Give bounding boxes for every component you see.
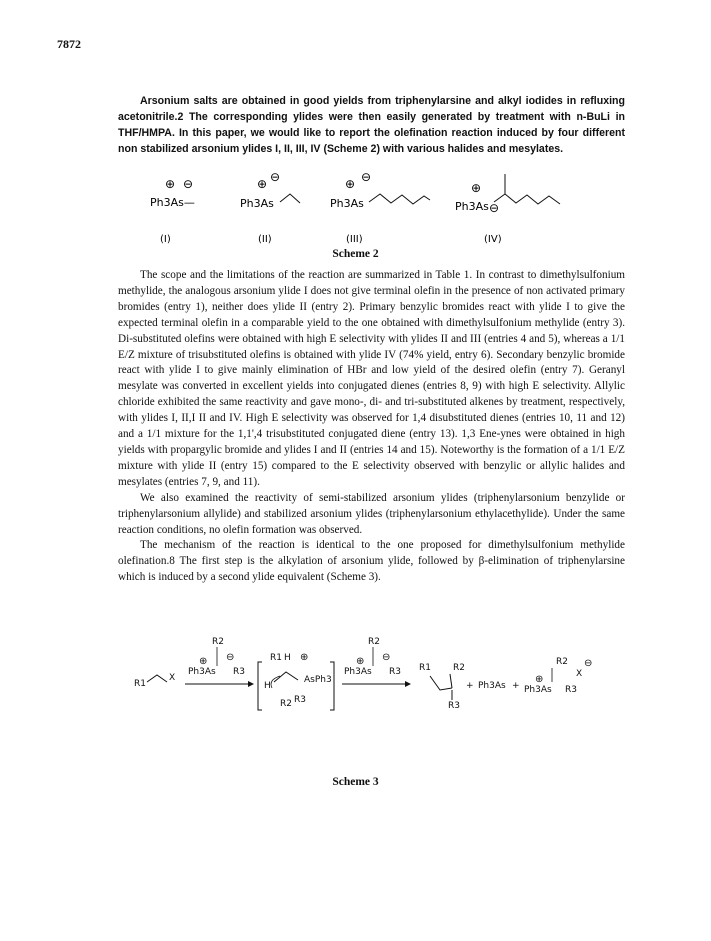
x-salt: X: [576, 669, 583, 679]
plus-charge-III: ⊕: [345, 177, 356, 191]
plus-salt: ⊕: [535, 674, 544, 685]
scheme-3-caption: Scheme 3: [332, 776, 379, 788]
body-paragraph-3: The mechanism of the reaction is identical to the one proposed for dimethylsulfonium methylide olefination.8 The first step is the alkylation of arsonium ylide, followed by β-elimination of triphenylarsine which is induced by a second ylide equivalent (Scheme 3).: [118, 539, 625, 584]
asph3-int: AsPh3: [304, 675, 332, 685]
ph3as-2: Ph3As: [344, 667, 372, 677]
ylide-reagent-1: [188, 637, 245, 677]
label-I: (I): [160, 234, 171, 245]
plus-sign-2: +: [512, 681, 520, 691]
reactant-alkyl-halide: [134, 673, 175, 689]
scheme-2-diagram: [0, 170, 711, 248]
r2-1: R2: [212, 637, 224, 647]
r3-salt: R3: [565, 685, 577, 695]
r2-prod: R2: [453, 663, 465, 673]
r1-prod: R1: [419, 663, 431, 673]
ph3as-salt: Ph3As: [524, 685, 552, 695]
r3-2: R3: [389, 667, 401, 677]
intermediate-bracket: [258, 652, 334, 710]
plus-2: ⊕: [356, 656, 365, 667]
ph3as-IV: Ph3As: [455, 200, 489, 213]
scheme-3-diagram: [0, 636, 711, 726]
r3-int: R3: [294, 695, 306, 705]
minus-1: ⊖: [226, 652, 235, 663]
label-IV: (IV): [484, 234, 502, 245]
label-II: (II): [258, 234, 272, 245]
plus-charge-II: ⊕: [257, 177, 268, 191]
x-label: X: [169, 673, 176, 683]
page-number: 7872: [57, 37, 81, 51]
compound-I: [150, 177, 195, 245]
r2-salt: R2: [556, 657, 568, 667]
plus-int: ⊕: [300, 652, 309, 663]
body-paragraph-1: The scope and the limitations of the reaction are summarized in Table 1. In contrast to dimethylsulfonium methylide, the analogous arsonium ylide I does not give terminal olefin in the presence of non activated primary bromides (entry 1), neither does ylide II (entry 2). Primary benzylic bromides react with ylide I to give the expected terminal olefin in a comparable yield to the one obtained with dimethylsulfonium methylide (entry 3). Di-substituted olefins were obtained with high E selectivity with ylides II and III (entries 4 and 5), whereas a 1/1 E/Z mixture of trisubstituted olefins is obtained with ylide IV (74% yield, entry 6). Secondary benzylic bromide react with ylide I to give mainly elimination of HBr and low yield of the desired olefin (entry 7). Geranyl mesylate was converted in excellent yields into conjugated dienes (entries 8, 9) with high E selectivity. Allylic chloride exhibited the same reactivity and gave mono-, di- and tri-substituted alkenes by treatment, respectively, with ylides I, II,I II and IV. High E selectivity was observed for 1,4 disubstituted dienes (entries 10, 11 and 12) and a 1/1 mixture for the 1,1',4 trisubstituted conjugated diene (entry 13). 1,3 Ene-ynes were obtained in high yields with propargylic bromide and ylides I and II (entries 14 and 15). Noteworthy is the formation of a 1/1 E/Z mixture with ylide II (entry 15) compared to the E selectivity observed with benzylic or allylic halides and mesylates (entries 7, 9, and 11).: [118, 269, 625, 488]
product-alkene: [419, 663, 465, 711]
minus-charge-I: ⊖: [183, 177, 194, 191]
plus-sign-1: +: [466, 681, 474, 691]
minus-charge-IV: ⊖: [489, 201, 500, 215]
ph3as-II: Ph3As: [240, 197, 274, 210]
plus-charge-I: ⊕: [165, 177, 176, 191]
scheme-2-caption: Scheme 2: [332, 248, 379, 260]
compound-II: [240, 170, 300, 245]
body-text: [118, 268, 625, 586]
intro-text: Arsonium salts are obtained in good yields from triphenylarsine and alkyl iodides in refluxing acetonitrile.2 The corresponding ylides were then easily generated by treatment with n-BuLi in THF/HMPA. In this paper, we would like to report the olefination reaction induced by four different non stabilized arsonium ylides I, II, III, IV (Scheme 2) with various halides and mesylates.: [118, 95, 625, 155]
r2-int: R2: [280, 699, 292, 709]
r3-1: R3: [233, 667, 245, 677]
r1-label: R1: [134, 679, 146, 689]
minus-charge-II: ⊖: [270, 170, 281, 184]
compound-III: [330, 170, 430, 245]
label-III: (III): [346, 234, 363, 245]
r2-2: R2: [368, 637, 380, 647]
r3-prod: R3: [448, 701, 460, 711]
plus-charge-IV: ⊕: [471, 181, 482, 195]
plus-1: ⊕: [199, 656, 208, 667]
intro-paragraph: [118, 94, 625, 158]
ph3as-product: Ph3As: [478, 681, 506, 691]
h-int: H: [284, 653, 291, 663]
ph3as-I: Ph3As—: [150, 196, 195, 209]
minus-salt: ⊖: [584, 658, 593, 669]
h-int-2: H: [264, 681, 271, 691]
ph3as-III: Ph3As: [330, 197, 364, 210]
ph3as-1: Ph3As: [188, 667, 216, 677]
ylide-reagent-2: [344, 637, 401, 677]
arsonium-salt: [524, 657, 592, 695]
minus-2: ⊖: [382, 652, 391, 663]
minus-charge-III: ⊖: [361, 170, 372, 184]
body-paragraph-2: We also examined the reactivity of semi-stabilized arsonium ylides (triphenylarsonium benzylide or triphenylarsonium allylide) and stabilized arsonium ylides (triphenylarsonium ethylacethylide). Under the same reaction conditions, no olefin formation was observed.: [118, 491, 625, 536]
compound-IV: [455, 174, 560, 245]
r1-int: R1: [270, 653, 282, 663]
